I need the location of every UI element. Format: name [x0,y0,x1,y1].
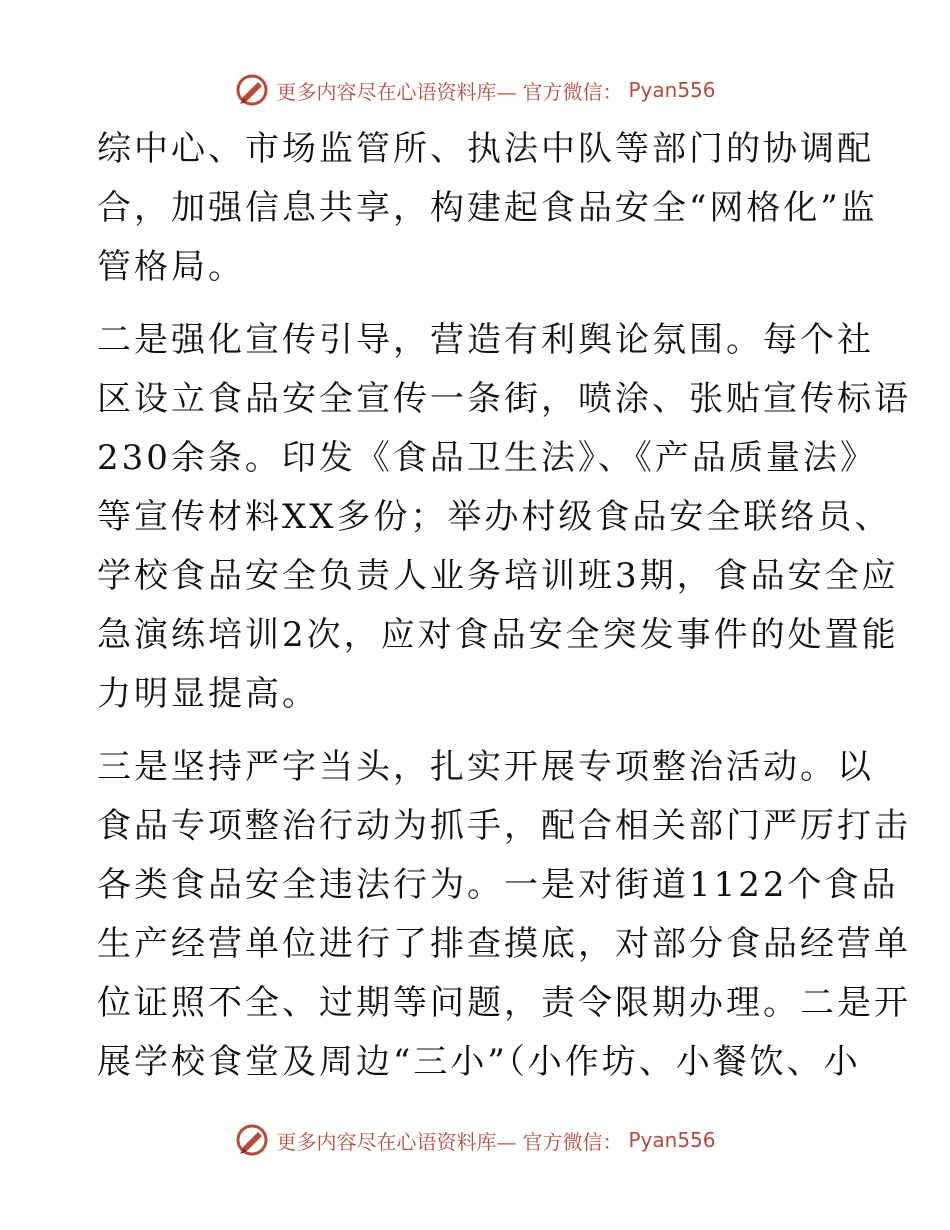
watermark-wechat-label: 官方微信： [522,1129,623,1154]
text-line: 学校食品安全负责人业务培训班3期，食品安全应 [97,556,899,596]
text-line: 合，加强信息共享，构建起食品安全“网格化”监 [97,188,878,228]
paragraph [97,738,911,1092]
paragraph [97,120,878,297]
text-line: 展学校食堂及周边“三小”（小作坊、小餐饮、小 [97,1042,861,1082]
text-line: 综中心、市场监管所、执法中队等部门的协调配 [97,129,874,169]
text-line: 等宣传材料XX多份；举办村级食品安全联络员、 [97,497,892,537]
watermark-wechat-id: Pyan556 [628,78,716,102]
pen-logo-icon [234,1122,270,1158]
footer-watermark [0,1120,950,1160]
text-line: 三是坚持严字当头，扎实开展专项整治活动。以 [97,747,874,787]
text-line: 管格局。 [97,247,245,287]
text-line: 急演练培训2次，应对食品安全突发事件的处置能 [97,615,899,655]
text-line: 二是强化宣传引导，营造有利舆论氛围。每个社 [97,320,874,360]
watermark-wechat-label: 官方微信： [522,79,623,104]
watermark-main-text: 更多内容尽在心语资料库— [276,79,517,104]
document-body [97,120,911,1092]
pen-logo-icon [234,72,270,108]
watermark-wechat-id: Pyan556 [628,1128,716,1152]
watermark-main-text: 更多内容尽在心语资料库— [276,1129,517,1154]
text-line: 位证照不全、过期等问题，责令限期办理。二是开 [97,983,911,1023]
paragraph [97,311,911,724]
header-watermark [0,70,950,110]
text-line: 食品专项整治行动为抓手，配合相关部门严厉打击 [97,806,911,846]
text-line: 生产经营单位进行了排查摸底，对部分食品经营单 [97,924,911,964]
text-line: 230余条。印发《食品卫生法》、《产品质量法》 [97,438,877,478]
text-line: 区设立食品安全宣传一条街，喷涂、张贴宣传标语 [97,379,911,419]
text-line: 各类食品安全违法行为。一是对街道1122个食品 [97,865,899,905]
text-line: 力明显提高。 [97,674,319,714]
